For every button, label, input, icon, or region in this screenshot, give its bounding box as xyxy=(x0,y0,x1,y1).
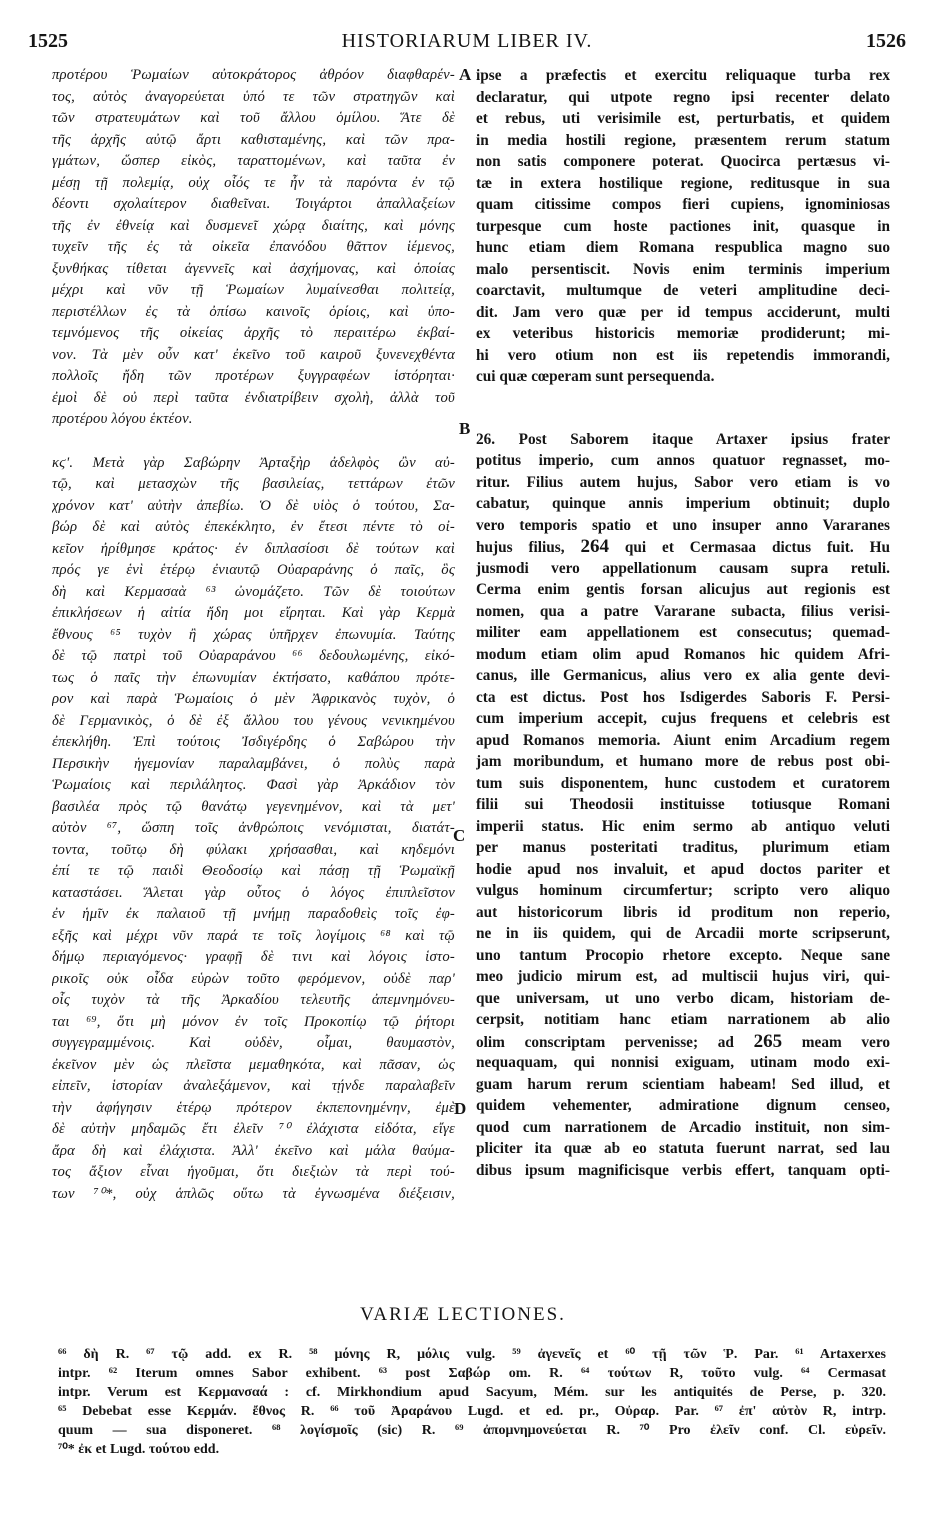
greek-column xyxy=(52,65,455,1205)
greek-paragraph-2 xyxy=(52,453,455,1206)
greek-line: τὴν ἀφήγησιν ἑτέρῳ πρότερον ἐκπεπονημένην, ἐμὲ xyxy=(52,1099,455,1116)
greek-line: τως ὁ παῖς τὴν ἐπωνυμίαν ἐκτήσατο, καθάπου πρότε- xyxy=(52,669,455,686)
greek-line: δέοντι σχολαίτερον διαθεῖναι. Τοιγάρτοι ἀπαλλαξείων xyxy=(52,196,455,212)
latin-line: quidem vehementer, admiratione dignum censeo, xyxy=(476,1097,890,1114)
greek-line: Ῥωμαίοις καὶ περιλάλητος. Φασὶ γὰρ Ἀρκάδιον τὸν xyxy=(52,777,455,793)
greek-line: κεῖον ἠρίθμησε κράτος· ἐν διπλασίοσι δὲ τούτων καὶ xyxy=(52,540,455,557)
running-title: HISTORIARUM LIBER IV. xyxy=(341,30,593,52)
margin-letter-d: D xyxy=(454,1099,467,1118)
latin-line: ex veteribus historicis memoriæ prodiderunt; mi- xyxy=(476,325,890,342)
latin-line: uno tantum Procopio rhetore excepto. Neque sane xyxy=(476,946,890,964)
greek-line: τῷ, καὶ μετασχὼν τῆς βασιλείας, τεττάρων ἐτῶν xyxy=(52,476,455,492)
latin-line: jusmodi vero appellationum causam supra retuli. xyxy=(476,559,890,577)
greek-line: χρόνον κατ' αὐτὴν ἀπεβίω. Ὁ δὲ υἱὸς ὁ τούτου, Σα- xyxy=(52,497,455,514)
latin-line: coarctavit, multumque de veteri amplitudine deci- xyxy=(476,282,890,299)
latin-line: pliciter ita quæ ab eo statuta fuerunt narrat, sed lau xyxy=(476,1140,890,1157)
greek-line: βώρ δὲ καὶ αὐτὸς ἐπεκέκλητο, ἐν ἔτεσι πέντε τὸ οἰ- xyxy=(52,519,455,535)
latin-column xyxy=(476,65,890,1181)
latin-line: cerpsit, notitiam hanc etiam narrationem ab alio xyxy=(476,1011,890,1028)
latin-line: jam moribundum, et humano more de rebus post obi- xyxy=(476,753,890,770)
greek-line: ἔθνους ⁶⁵ τυχὸν ἢ χώρας ὑπῆρχεν ἐπωνυμία. Ταύτης xyxy=(52,626,455,643)
greek-line: ἄρα δὴ καὶ ἐλάχιστα. Ἀλλ' ἐκεῖνο καὶ μάλα θαύμα- xyxy=(52,1142,455,1159)
greek-line: καταστάσει. Ἅλεται γὰρ οὗτος ὁ λόγος ἐπιπλεῖστον xyxy=(52,884,455,901)
greek-line: δὲ αὐτὴν μηδαμῶς ἔτι ἐλεῖν ⁷⁰ ἐλάχιστα εἰδότα, εἴγε xyxy=(52,1121,455,1137)
page-number-left: 1525 xyxy=(28,30,68,52)
latin-line: hodie apud nos invaluit, et apud doctos pariter et xyxy=(476,860,890,878)
greek-line: περιστέλλων ἐς τὰ ὀπίσω καινοῖς ὁρίοις, καὶ ὑπο- xyxy=(52,303,455,320)
latin-line: in media hostili regione, præsentem rerum statum xyxy=(476,131,890,149)
latin-line-264 xyxy=(476,536,890,558)
greek-line: μέχρι καὶ νῦν τῇ Ῥωμαίων λυμαίνεσθαι πολιτείᾳ, xyxy=(52,282,455,298)
latin-paragraph-2-start xyxy=(476,429,890,537)
greek-line: πολλοῖς ἤδη τῶν προτέρων ξυγγραφέων ἱστόρηται· xyxy=(52,368,455,384)
greek-line: δήμῳ περιαγόμενος· γραφῇ δὲ τινι καὶ λόγοις ἱστο- xyxy=(52,949,455,965)
latin-paragraph-2-end xyxy=(476,1052,890,1181)
greek-line: τῆς ἐν ἐθνείᾳ καὶ δυσμενεῖ χώρᾳ διαίτης, καὶ μόνης xyxy=(52,217,455,234)
footnotes xyxy=(58,1345,886,1459)
footnote-line: intpr. Verum est Κερμανσαά : cf. Mirkhondium apud Sacyum, Mém. sur les antiquités de Perse, p. 320. xyxy=(58,1385,886,1400)
latin-line: nequaquam, qui nonnisi exiguam, utinam modo exi- xyxy=(476,1054,890,1071)
greek-line: τῶν στρατευμάτων καὶ τοῦ ἄλλου ὁμίλου. Ἅτε δὲ xyxy=(52,110,455,126)
latin-line: filii sui Theodosii instituisse totiusque Romani xyxy=(476,796,890,813)
latin-line: Cerma enim gentis forsan alicujus aut regionis est xyxy=(476,581,890,598)
latin-line: guam harum rerum scientiam habeam! Sed illud, et xyxy=(476,1075,890,1093)
latin-line: apud Romanos memoria. Aiunt enim Arcadium regem xyxy=(476,731,890,749)
greek-line: δὴ καὶ Κερμασαὰ ⁶³ ὠνομάζετο. Τῶν δὲ τοιούτων xyxy=(52,583,455,600)
margin-letter-a: A xyxy=(459,65,472,84)
greek-line: τος, αὐτὸς ἀναγορεύεται ὑπό τε τῶν στρατηγῶν καὶ xyxy=(52,88,455,105)
page-header xyxy=(28,30,906,64)
latin-line: aut historicorum libris id proditum non reperio, xyxy=(476,903,890,921)
line-text: qui et Cermasaa dictus fuit. Hu xyxy=(624,539,890,556)
greek-line: πρός γε ἑνὶ ἑτέρῳ ἐνιαυτῷ Οὐαραράνης ὁ παῖς, ὃς xyxy=(52,562,455,578)
greek-line: οἷς τυχὸν τὰ τῆς Ἀρκαδίου τελευτῆς ἀπεμνημόνευ- xyxy=(52,992,455,1008)
greek-line: ἐπεκλήθη. Ἐπὶ τούτοις Ἰσδιγέρδης ὁ Σαβώρου τὴν xyxy=(52,734,455,750)
footnote-line: quum — sua disponeret. ⁶⁸ λογίσμοῖς (sic) R. ⁶⁹ ἀπομνημονεύεται R. ⁷⁰ Pro ἐλεῖν conf. Cl. εὑρεῖν. xyxy=(58,1423,886,1438)
line-text: hujus filius, xyxy=(476,539,565,556)
greek-line: προτέρου Ῥωμαίων αὐτοκράτορος ἀθρόον διαφθαρέν- xyxy=(52,67,455,83)
latin-line: tum suis disponentem, hunc custodem et curatorem xyxy=(476,774,890,792)
greek-line: τεμνόμενος τῆς οἰκείας ἀρχῆς τὸ περαιτέρω ἐκβαί- xyxy=(52,325,455,341)
page-ref-265: 265 xyxy=(753,1030,783,1052)
latin-line: cui quæ cœperam sunt persequenda. xyxy=(476,368,715,385)
latin-line: modum etiam olim apud Romanos hic quidem Afri- xyxy=(476,645,890,663)
latin-line: et rebus, uti verisimile est, perturbatis, et quidem xyxy=(476,110,890,127)
greek-line: τυχεῖν τῆς ἐς τὰ οἰκεῖα ἐπανόδου θᾶττον ἱέμενος, xyxy=(52,239,455,255)
greek-line: συγγεγραμμένοις. Καὶ οὐδὲν, οἶμαι, θαυμαστὸν, xyxy=(52,1035,455,1051)
footnote-line: ⁶⁶ δὴ R. ⁶⁷ τῷ add. ex R. ⁵⁸ μόνης R, μόλις vulg. ⁵⁹ ἀγενεῖς et ⁶⁰ τῇ τῶν Ῥ. Par. ⁶¹ Artaxerxes xyxy=(58,1347,886,1362)
greek-line: εἰπεῖν, ἱστορίαν ἀναλεξάμενον, καὶ τῄνδε παραλαβεῖν xyxy=(52,1078,455,1094)
greek-line: αὐτὸν ⁶⁷, ὥσπη τοῖς ἀνθρώποις νενόμισται, διατάτ- xyxy=(52,820,455,836)
greek-line: κϛ'. Μετὰ γὰρ Σαβώρην Ἀρταξὴρ ἀδελφὸς ὢν αὐ- xyxy=(52,454,455,471)
latin-line: hunc etiam diem Romana respublica magno suo xyxy=(476,239,890,256)
margin-letter-b: B xyxy=(459,419,471,438)
greek-line: ρον καὶ παρὰ Ῥωμαίοις ὁ μὲν Ἀφρικανὸς τυχὸν, ὁ xyxy=(52,691,455,707)
latin-line: tæ in extera hostilique regione, reditusque in sua xyxy=(476,174,890,192)
greek-line: ἐν ἡμῖν ἐκ παλαιοῦ τῇ μνήμῃ παραδοθεὶς τοῖς ἐφ- xyxy=(52,906,455,922)
latin-line: potitus imperio, cum annos quatuor regnasset, mo- xyxy=(476,452,890,469)
latin-line: canus, ille Germanicus, alius vero ex alia gente devi- xyxy=(476,667,890,684)
greek-line: Περσικὴν ἡγεμονίαν παραλαμβάνει, ὁ πολὺς παρὰ xyxy=(52,755,455,772)
latin-line: ritur. Filius autem hujus, Sabor vero etiam is vo xyxy=(476,473,890,491)
line-text: meam vero xyxy=(801,1033,890,1051)
page-number-right: 1526 xyxy=(866,30,906,52)
greek-line: ται ⁶⁹, ὅτι μὴ μόνον ἐν τοῖς Προκοπίῳ τῷ ῥήτορι xyxy=(52,1013,455,1030)
greek-line: τος ἄξιον εἶναι ἡγοῦμαι, ὅτι διεξιὼν τὰ περὶ τού- xyxy=(52,1164,455,1180)
latin-line-265 xyxy=(476,1031,890,1053)
latin-line: militer eam appellationem est consecutus; quemad- xyxy=(476,624,890,641)
greek-line: των ⁷⁰*, οὐχ ἁπλῶς οὕτω τὰ ἐγνωσμένα διέξεισιν, xyxy=(52,1185,455,1202)
latin-line: malo persentiscit. Novis enim terminis imperium xyxy=(476,260,890,278)
latin-line: cabatur, quinque annis imperium obtinuit; duplo xyxy=(476,495,890,512)
greek-line: βασιλέα πρὸς τῷ θανάτῳ γεγενημένον, καὶ τὰ μετ' xyxy=(52,798,455,815)
greek-line: τῆς ἀρχῆς αὐτῷ ἄρτι καθισταμένης, καὶ τῶν πρα- xyxy=(52,131,455,148)
margin-letter-c: C xyxy=(453,826,466,845)
latin-line: que universam, ut uno verbo dicam, historiam de- xyxy=(476,989,890,1007)
greek-line: νον. Τὰ μὲν οὖν κατ' ἐκεῖνο τοῦ καιροῦ ξυνενεχθέντα xyxy=(52,346,455,363)
latin-line: imperii status. Hic enim sermo ab antiquo veluti xyxy=(476,817,890,835)
footnote-line: ⁷⁰* ἐκ et Lugd. τούτου edd. xyxy=(58,1442,220,1457)
latin-line: dibus ipsum magnificisque verbis effert, tanquam opti- xyxy=(476,1161,890,1179)
latin-line: quam citissime compos fieri cupiens, ignominiosas xyxy=(476,196,890,213)
page-ref-264: 264 xyxy=(580,536,609,557)
line-text: olim conscriptam pervenisse; ad xyxy=(476,1033,734,1051)
latin-line: hi vero otium non est iis repetendis immorandi, xyxy=(476,346,890,364)
greek-line: ξυνθήκας τίθεται ἀγεννεῖς καὶ ἀσχήμονας, καὶ ὁποίας xyxy=(52,260,455,277)
latin-line: non satis componere poterat. Quocirca pertæsus vi- xyxy=(476,153,890,170)
latin-line: dit. Jam vero quæ per id tempus acciderunt, multi xyxy=(476,303,890,321)
greek-line: ἐπικλήσεων ἡ αἰτία ἤδη μοι εἴρηται. Καὶ γὰρ Κερμὰ xyxy=(52,605,455,621)
footnote-line: ⁶⁵ Debebat esse Κερμάν. ἔθνος R. ⁶⁶ τοῦ Ἀραράνου Lugd. et ed. pr., Οὐραρ. Par. ⁶⁷ ἐπ' αὐτὸν R, intrp. xyxy=(58,1404,886,1419)
latin-line: ne in iis quidem, qui de Arcadii morte scripserunt, xyxy=(476,925,890,942)
latin-line: meo judicio mirum est, ad multiscii hujus viri, qui- xyxy=(476,968,890,985)
latin-line: turpesque cum hoste pactiones init, quasque in xyxy=(476,217,890,235)
greek-line: εξῆς καὶ μέχρι νῦν παρά τε τοῖς λογίμοις ⁶⁸ καὶ τῷ xyxy=(52,927,455,944)
greek-line: ρικοῖς οὐκ οἶδα εὑρὼν τοῦτο φερόμενον, οὐδὲ παρ' xyxy=(52,970,455,987)
footnote-line: intpr. ⁶² Iterum omnes Sabor exhibent. ⁶³ post Σαβώρ om. R. ⁶⁴ τούτων R, τοῦτο vulg. ⁶⁴ Cermasat xyxy=(58,1366,886,1381)
latin-line: cum imperium accepit, cujus frequens et celebris est xyxy=(476,710,890,727)
greek-line: δὲ τῷ πατρὶ τοῦ Οὐαραράνου ⁶⁶ δεδουλωμένης, εἰκό- xyxy=(52,648,455,664)
variae-lectiones-heading: VARIÆ LECTIONES. xyxy=(360,1304,566,1325)
greek-line: προτέρου λόγου ἑκτέον. xyxy=(52,411,193,427)
latin-paragraph-2-middle xyxy=(476,558,890,1031)
greek-line: γμάτων, ὥσπερ εἰκὸς, ταραττομένων, καὶ ταῦτα ἐν xyxy=(52,153,455,169)
latin-line: per manus posteritati traditus, plurimum etiam xyxy=(476,839,890,856)
latin-paragraph-1 xyxy=(476,65,890,388)
latin-line: vulgus hominum circumfertur; scripto vero aliquo xyxy=(476,882,890,899)
greek-line: ἐπί τε τῷ παιδὶ Θεοδοσίῳ καὶ πάσῃ τῇ Ῥωμαϊκῇ xyxy=(52,863,455,879)
latin-line: 26. Post Saborem itaque Artaxer ipsius frater xyxy=(476,430,890,448)
greek-line: ἐμοὶ δὲ οὐ περὶ ταῦτα ἐνδιατρίβειν σχολὴ, ἀλλὰ τοῦ xyxy=(52,389,455,406)
greek-paragraph-1 xyxy=(52,65,455,431)
latin-line: ipse a præfectis et exercitu reliquaque turba rex xyxy=(476,67,890,84)
latin-line: quod cum narrationem de Arcadio instituit, non sim- xyxy=(476,1118,890,1136)
latin-line: vero temporis spatio et uno insuper anno Vararanes xyxy=(476,516,890,534)
latin-line: nomen, qua a patre Vararane subacta, filius verisi- xyxy=(476,602,890,620)
greek-line: τοντα, τοῦτῳ δὴ φύλακι χρήσασθαι, καὶ κηδεμόνι xyxy=(52,841,455,858)
greek-line: μέσῃ τῇ πολεμίᾳ, οὐχ οἷός τε ἦν τὰ παρόντα ἐν τῷ xyxy=(52,174,455,191)
latin-line: declaratur, qui utpote regno ipsi recenter delato xyxy=(476,88,890,106)
latin-line: cta est dictus. Post hos Isdigerdes Saboris F. Persi- xyxy=(476,688,890,706)
greek-line: ἐκεῖνον μὲν ὡς πλεῖστα μεμαθηκότα, καὶ πᾶσαν, ὡς xyxy=(52,1056,455,1073)
greek-line: δὲ Γερμανικὸς, ὁ δὲ ἐξ ἄλλου του γένους νενικημένου xyxy=(52,712,455,729)
